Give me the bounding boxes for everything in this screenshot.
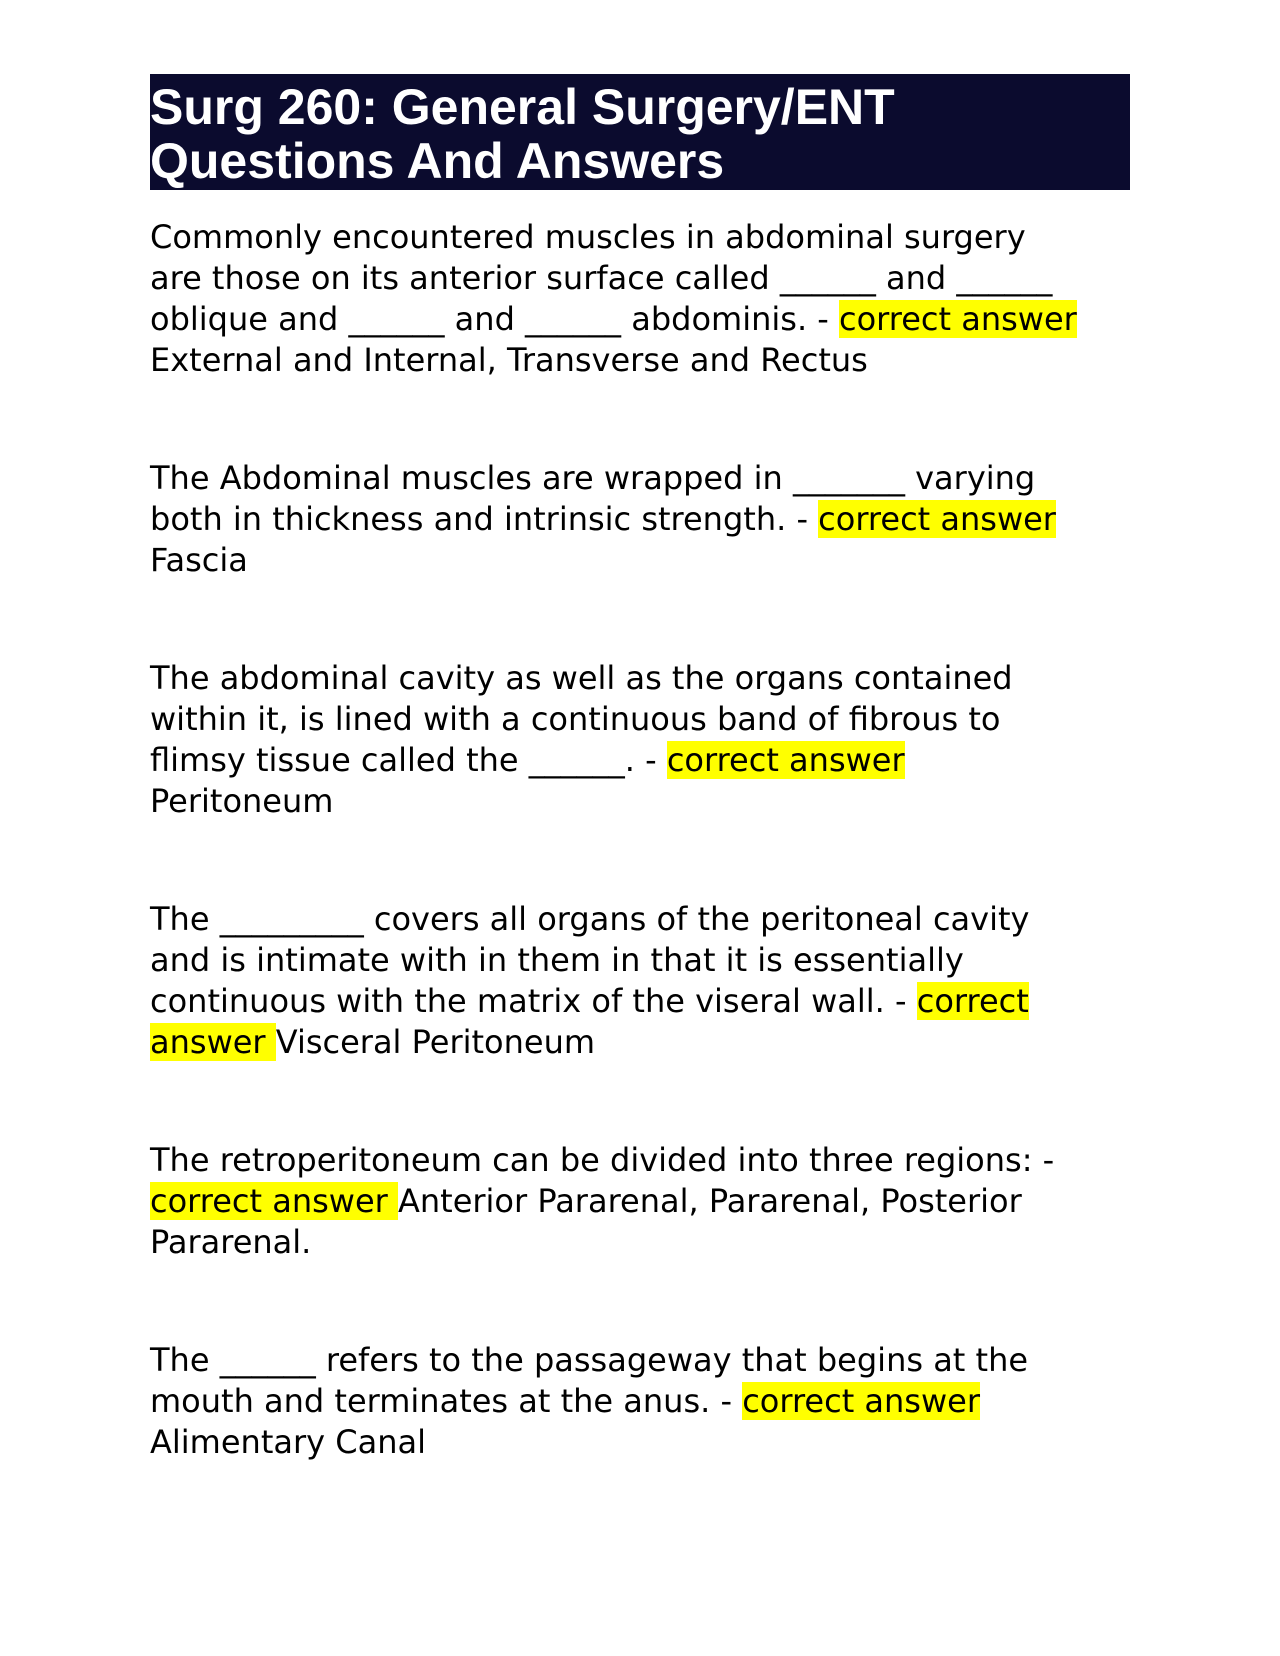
question-line: The ______ refers to the passageway that begins at the — [150, 1341, 1029, 1379]
question-line: The abdominal cavity as well as the organs contained — [150, 659, 1013, 697]
correct-answer-highlight: correct answer — [818, 500, 1056, 538]
page-title-line-1: Surg 260: General Surgery/ENT — [150, 79, 895, 135]
question-line — [150, 498, 1056, 540]
answer-text: Pararenal. — [150, 1223, 312, 1261]
question-line: The Abdominal muscles are wrapped in _______ varying — [150, 459, 1036, 497]
correct-answer-highlight: correct answer — [666, 741, 905, 779]
answer-text: External and Internal, Transverse and Rectus — [150, 341, 868, 379]
answer-text: Peritoneum — [150, 782, 334, 820]
title-banner — [150, 74, 1130, 190]
answer-line — [150, 1021, 595, 1063]
correct-answer-highlight: answer — [150, 1023, 276, 1061]
question-line: are those on its anterior surface called ______ and ______ — [150, 259, 1053, 297]
question-line — [150, 980, 1029, 1022]
question-line — [150, 739, 905, 781]
question-line: The _________ covers all organs of the peritoneal cavity — [150, 900, 1030, 938]
correct-answer-highlight: correct answer — [150, 1182, 398, 1220]
question-line: Commonly encountered muscles in abdominal surgery — [150, 218, 1026, 256]
answer-text: Anterior Pararenal, Pararenal, Posterior — [397, 1182, 1022, 1220]
correct-answer-highlight: correct answer — [742, 1382, 980, 1420]
answer-line — [150, 1180, 1022, 1222]
answer-text: Visceral Peritoneum — [275, 1023, 596, 1061]
question-line: within it, is lined with a continuous band of fibrous to — [150, 700, 1001, 738]
correct-answer-highlight: correct — [916, 982, 1029, 1020]
correct-answer-highlight: correct answer — [839, 300, 1077, 338]
question-text: flimsy tissue called the ______. - — [150, 741, 667, 779]
question-text: mouth and terminates at the anus. - — [150, 1382, 743, 1420]
question-text: both in thickness and intrinsic strength. - — [150, 500, 819, 538]
question-line: and is intimate with in them in that it is essentially — [150, 941, 964, 979]
page-title-line-2: Questions And Answers — [150, 133, 725, 189]
question-line — [150, 1380, 980, 1422]
question-line: The retroperitoneum can be divided into three regions: - — [150, 1141, 1055, 1179]
answer-text: Fascia — [150, 541, 248, 579]
answer-text: Alimentary Canal — [150, 1423, 426, 1461]
question-text: oblique and ______ and ______ abdominis. - — [150, 300, 839, 338]
question-line — [150, 298, 1077, 340]
question-text: continuous with the matrix of the viseral wall. - — [150, 982, 917, 1020]
